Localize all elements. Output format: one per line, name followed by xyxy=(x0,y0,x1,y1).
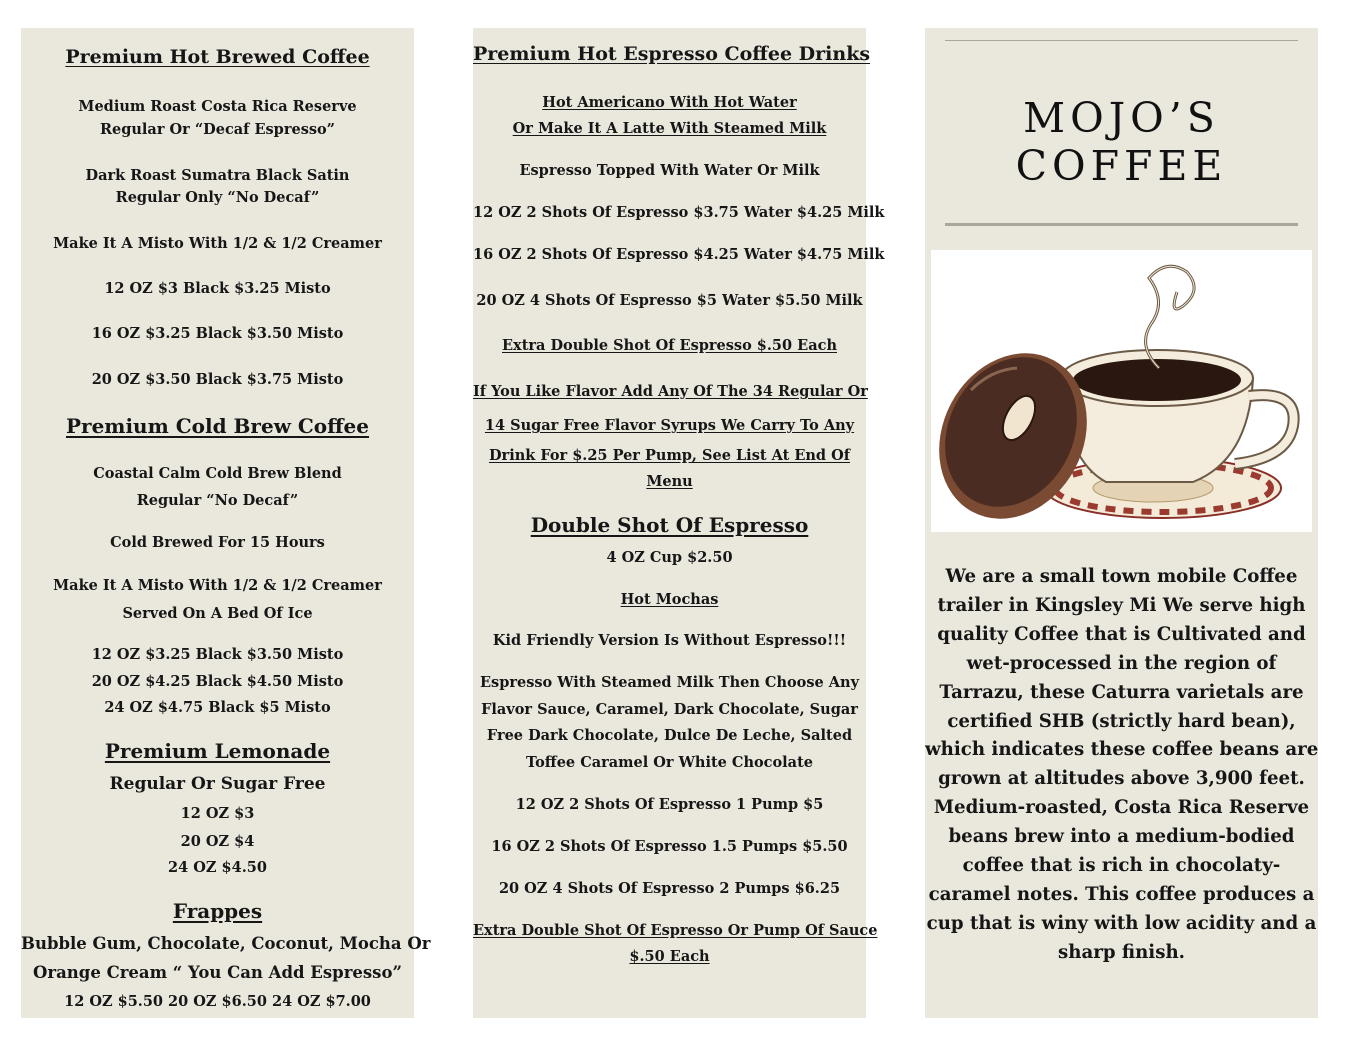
menu-line: Regular Only “No Decaf” xyxy=(115,189,320,206)
coffee-cup-with-donut-icon xyxy=(931,250,1312,532)
menu-line: 20 OZ 4 Shots Of Espresso $5 Water $5.50 Milk xyxy=(476,292,863,309)
menu-line: Kid Friendly Version Is Without Espresso!!! xyxy=(492,632,847,649)
section-heading: Frappes xyxy=(172,899,263,923)
menu-line: 20 OZ $4 xyxy=(180,833,255,850)
section-heading: Premium Hot Espresso Coffee Drinks xyxy=(473,43,871,65)
menu-line: Toffee Caramel Or White Chocolate xyxy=(526,754,813,771)
brand-title-line-1: MOJO’S xyxy=(1023,94,1220,142)
menu-line: 12 OZ $3 xyxy=(180,805,255,822)
section-heading: Double Shot Of Espresso xyxy=(530,513,809,537)
menu-line: Espresso Topped With Water Or Milk xyxy=(519,162,820,179)
menu-line: 24 OZ $4.75 Black $5 Misto xyxy=(104,699,331,716)
menu-line: 4 OZ Cup $2.50 xyxy=(606,549,733,566)
brand-title-line-2: COFFEE xyxy=(1015,142,1228,190)
menu-line: 24 OZ $4.50 xyxy=(168,859,267,876)
menu-line: Menu xyxy=(646,473,693,490)
brand-title xyxy=(925,94,1318,190)
menu-line: 16 OZ 2 Shots Of Espresso $4.25 Water $4.75 Milk xyxy=(473,246,885,263)
menu-line: 16 OZ $3.25 Black $3.50 Misto xyxy=(91,325,344,342)
menu-line: 12 OZ 2 Shots Of Espresso $3.75 Water $4.25 Milk xyxy=(473,204,885,221)
menu-line: 20 OZ 4 Shots Of Espresso 2 Pumps $6.25 xyxy=(498,880,841,897)
menu-line: 12 OZ $5.50 20 OZ $6.50 24 OZ $7.00 xyxy=(64,993,371,1010)
menu-line: Dark Roast Sumatra Black Satin xyxy=(85,167,350,184)
menu-line: Hot Americano With Hot Water xyxy=(542,94,797,111)
about-line: quality Coffee that is Cultivated and xyxy=(937,623,1306,645)
menu-line: Regular “No Decaf” xyxy=(136,492,299,509)
about-description xyxy=(925,563,1318,968)
coffee-cup-donut-illustration xyxy=(931,250,1312,532)
about-line: trailer in Kingsley Mi We serve high xyxy=(937,594,1306,616)
menu-line: Make It A Misto With 1/2 & 1/2 Creamer xyxy=(53,577,382,594)
menu-line: Drink For $.25 Per Pump, See List At End Of xyxy=(488,447,850,464)
about-line: wet-processed in the region of xyxy=(966,652,1277,674)
menu-line: Regular Or Sugar Free xyxy=(109,774,326,794)
menu-line: Medium Roast Costa Rica Reserve xyxy=(78,98,357,115)
menu-panel-brand-about xyxy=(925,28,1318,1018)
menu-line: Coastal Calm Cold Brew Blend xyxy=(93,465,342,482)
about-line: caramel notes. This coffee produces a xyxy=(928,883,1315,905)
menu-line: $.50 Each xyxy=(629,948,710,965)
menu-line: Hot Mochas xyxy=(620,591,719,608)
menu-line: Regular Or “Decaf Espresso” xyxy=(99,121,336,138)
menu-line: Extra Double Shot Of Espresso $.50 Each xyxy=(502,337,837,354)
section-heading: Premium Cold Brew Coffee xyxy=(66,414,369,438)
menu-panel-espresso-drinks xyxy=(473,28,885,1018)
menu-line: Extra Double Shot Of Espresso Or Pump Of Sauce xyxy=(473,922,878,939)
section-heading: Premium Hot Brewed Coffee xyxy=(65,46,370,68)
about-line: beans brew into a medium-bodied xyxy=(948,826,1295,848)
about-line: Medium-roasted, Costa Rica Reserve xyxy=(933,797,1310,819)
menu-line: Cold Brewed For 15 Hours xyxy=(110,534,325,551)
about-line: which indicates these coffee beans are xyxy=(925,739,1319,761)
top-divider xyxy=(945,40,1298,41)
menu-line: 12 OZ $3.25 Black $3.50 Misto xyxy=(91,646,344,663)
menu-line: 14 Sugar Free Flavor Syrups We Carry To Any xyxy=(484,417,855,434)
menu-line: Free Dark Chocolate, Dulce De Leche, Salted xyxy=(486,727,853,744)
about-line: certified SHB (strictly hard bean), xyxy=(947,710,1296,732)
menu-line: Orange Cream “ You Can Add Espresso” xyxy=(33,963,402,982)
menu-line: If You Like Flavor Add Any Of The 34 Regular Or xyxy=(473,383,868,400)
menu-line: Bubble Gum, Chocolate, Coconut, Mocha Or xyxy=(21,934,431,953)
about-line: coffee that is rich in chocolaty- xyxy=(962,855,1281,877)
about-line: sharp finish. xyxy=(1057,941,1186,963)
menu-line: 16 OZ 2 Shots Of Espresso 1.5 Pumps $5.50 xyxy=(491,838,848,855)
menu-line: 12 OZ 2 Shots Of Espresso 1 Pump $5 xyxy=(515,796,824,813)
menu-line: 12 OZ $3 Black $3.25 Misto xyxy=(104,280,331,297)
brand-divider xyxy=(945,223,1298,226)
about-line: We are a small town mobile Coffee xyxy=(945,566,1298,587)
section-heading: Premium Lemonade xyxy=(104,739,331,763)
menu-line: Espresso With Steamed Milk Then Choose Any xyxy=(479,674,860,691)
menu-line: 20 OZ $4.25 Black $4.50 Misto xyxy=(91,673,344,690)
about-line: grown at altitudes above 3,900 feet. xyxy=(938,768,1305,790)
menu-line: Served On A Bed Of Ice xyxy=(122,605,313,622)
menu-line: 20 OZ $3.50 Black $3.75 Misto xyxy=(91,371,344,388)
menu-line: Make It A Misto With 1/2 & 1/2 Creamer xyxy=(53,235,382,252)
about-line: cup that is winy with low acidity and a xyxy=(926,912,1317,934)
menu-line: Flavor Sauce, Caramel, Dark Chocolate, Sugar xyxy=(481,701,858,718)
about-line: Tarrazu, these Caturra varietals are xyxy=(939,681,1304,703)
menu-line: Or Make It A Latte With Steamed Milk xyxy=(512,120,827,137)
menu-panel-coffee-cold-brew-lemonade xyxy=(21,28,431,1018)
